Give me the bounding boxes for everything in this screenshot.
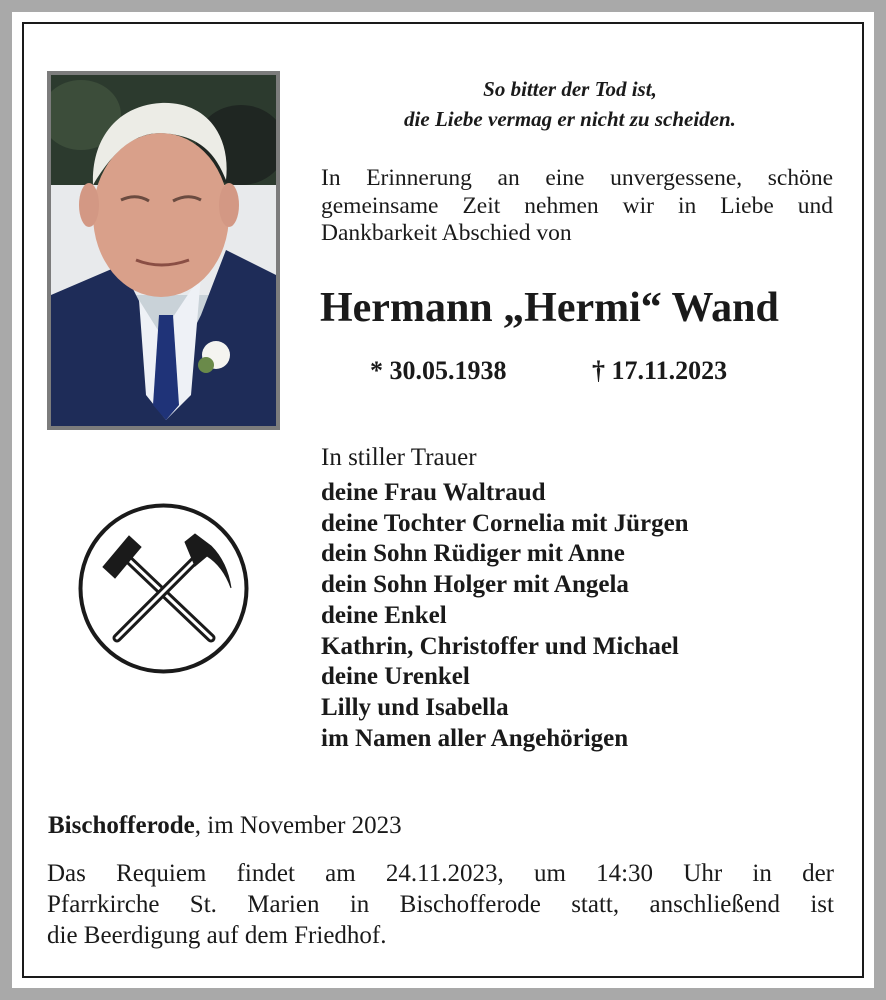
mourner-line: deine Enkel bbox=[321, 601, 447, 629]
epitaph-quote bbox=[300, 74, 840, 134]
intro-line: gemeinsame Zeit nehmen wir in Liebe und bbox=[321, 192, 833, 219]
requiem-line: die Beerdigung auf dem Friedhof. bbox=[47, 922, 387, 949]
requiem-line: Das Requiem findet am 24.11.2023, um 14:30 Uhr in der bbox=[47, 860, 834, 887]
mourner-line: deine Frau Waltraud bbox=[321, 479, 546, 506]
mourner-line: Lilly und Isabella bbox=[321, 693, 509, 721]
mourner-line: deine Urenkel bbox=[321, 663, 470, 691]
mourner-line: deine Tochter Cornelia mit Jürgen bbox=[321, 509, 689, 537]
place-name: Bischofferode bbox=[48, 812, 195, 839]
intro-line: Dankbarkeit Abschied von bbox=[321, 220, 572, 246]
portrait-photo bbox=[47, 71, 280, 430]
requiem-info bbox=[47, 858, 834, 951]
intro-text bbox=[321, 165, 833, 248]
deceased-name: Hermann „Hermi“ Wand bbox=[320, 285, 779, 331]
mourner-line: dein Sohn Holger mit Angela bbox=[321, 571, 629, 599]
notice-date: , im November 2023 bbox=[194, 812, 402, 839]
place-and-date bbox=[48, 812, 402, 840]
death-date: † 17.11.2023 bbox=[592, 356, 728, 385]
mourning-heading: In stiller Trauer bbox=[321, 444, 477, 471]
intro-line: In Erinnerung an eine unvergessene, schöne bbox=[321, 165, 833, 191]
quote-line: So bitter der Tod ist, bbox=[483, 77, 657, 101]
mourner-line: im Namen aller Angehörigen bbox=[321, 724, 629, 752]
birth-date: * 30.05.1938 bbox=[370, 356, 507, 385]
crossed-hammer-and-pick-icon bbox=[77, 502, 250, 675]
quote-line: die Liebe vermag er nicht zu scheiden. bbox=[404, 107, 736, 131]
requiem-line: Pfarrkirche St. Marien in Bischofferode statt, anschließend ist bbox=[47, 891, 834, 918]
mourner-line: dein Sohn Rüdiger mit Anne bbox=[321, 540, 625, 568]
mourner-line: Kathrin, Christoffer und Michael bbox=[321, 632, 679, 660]
mourners-list bbox=[321, 478, 689, 754]
